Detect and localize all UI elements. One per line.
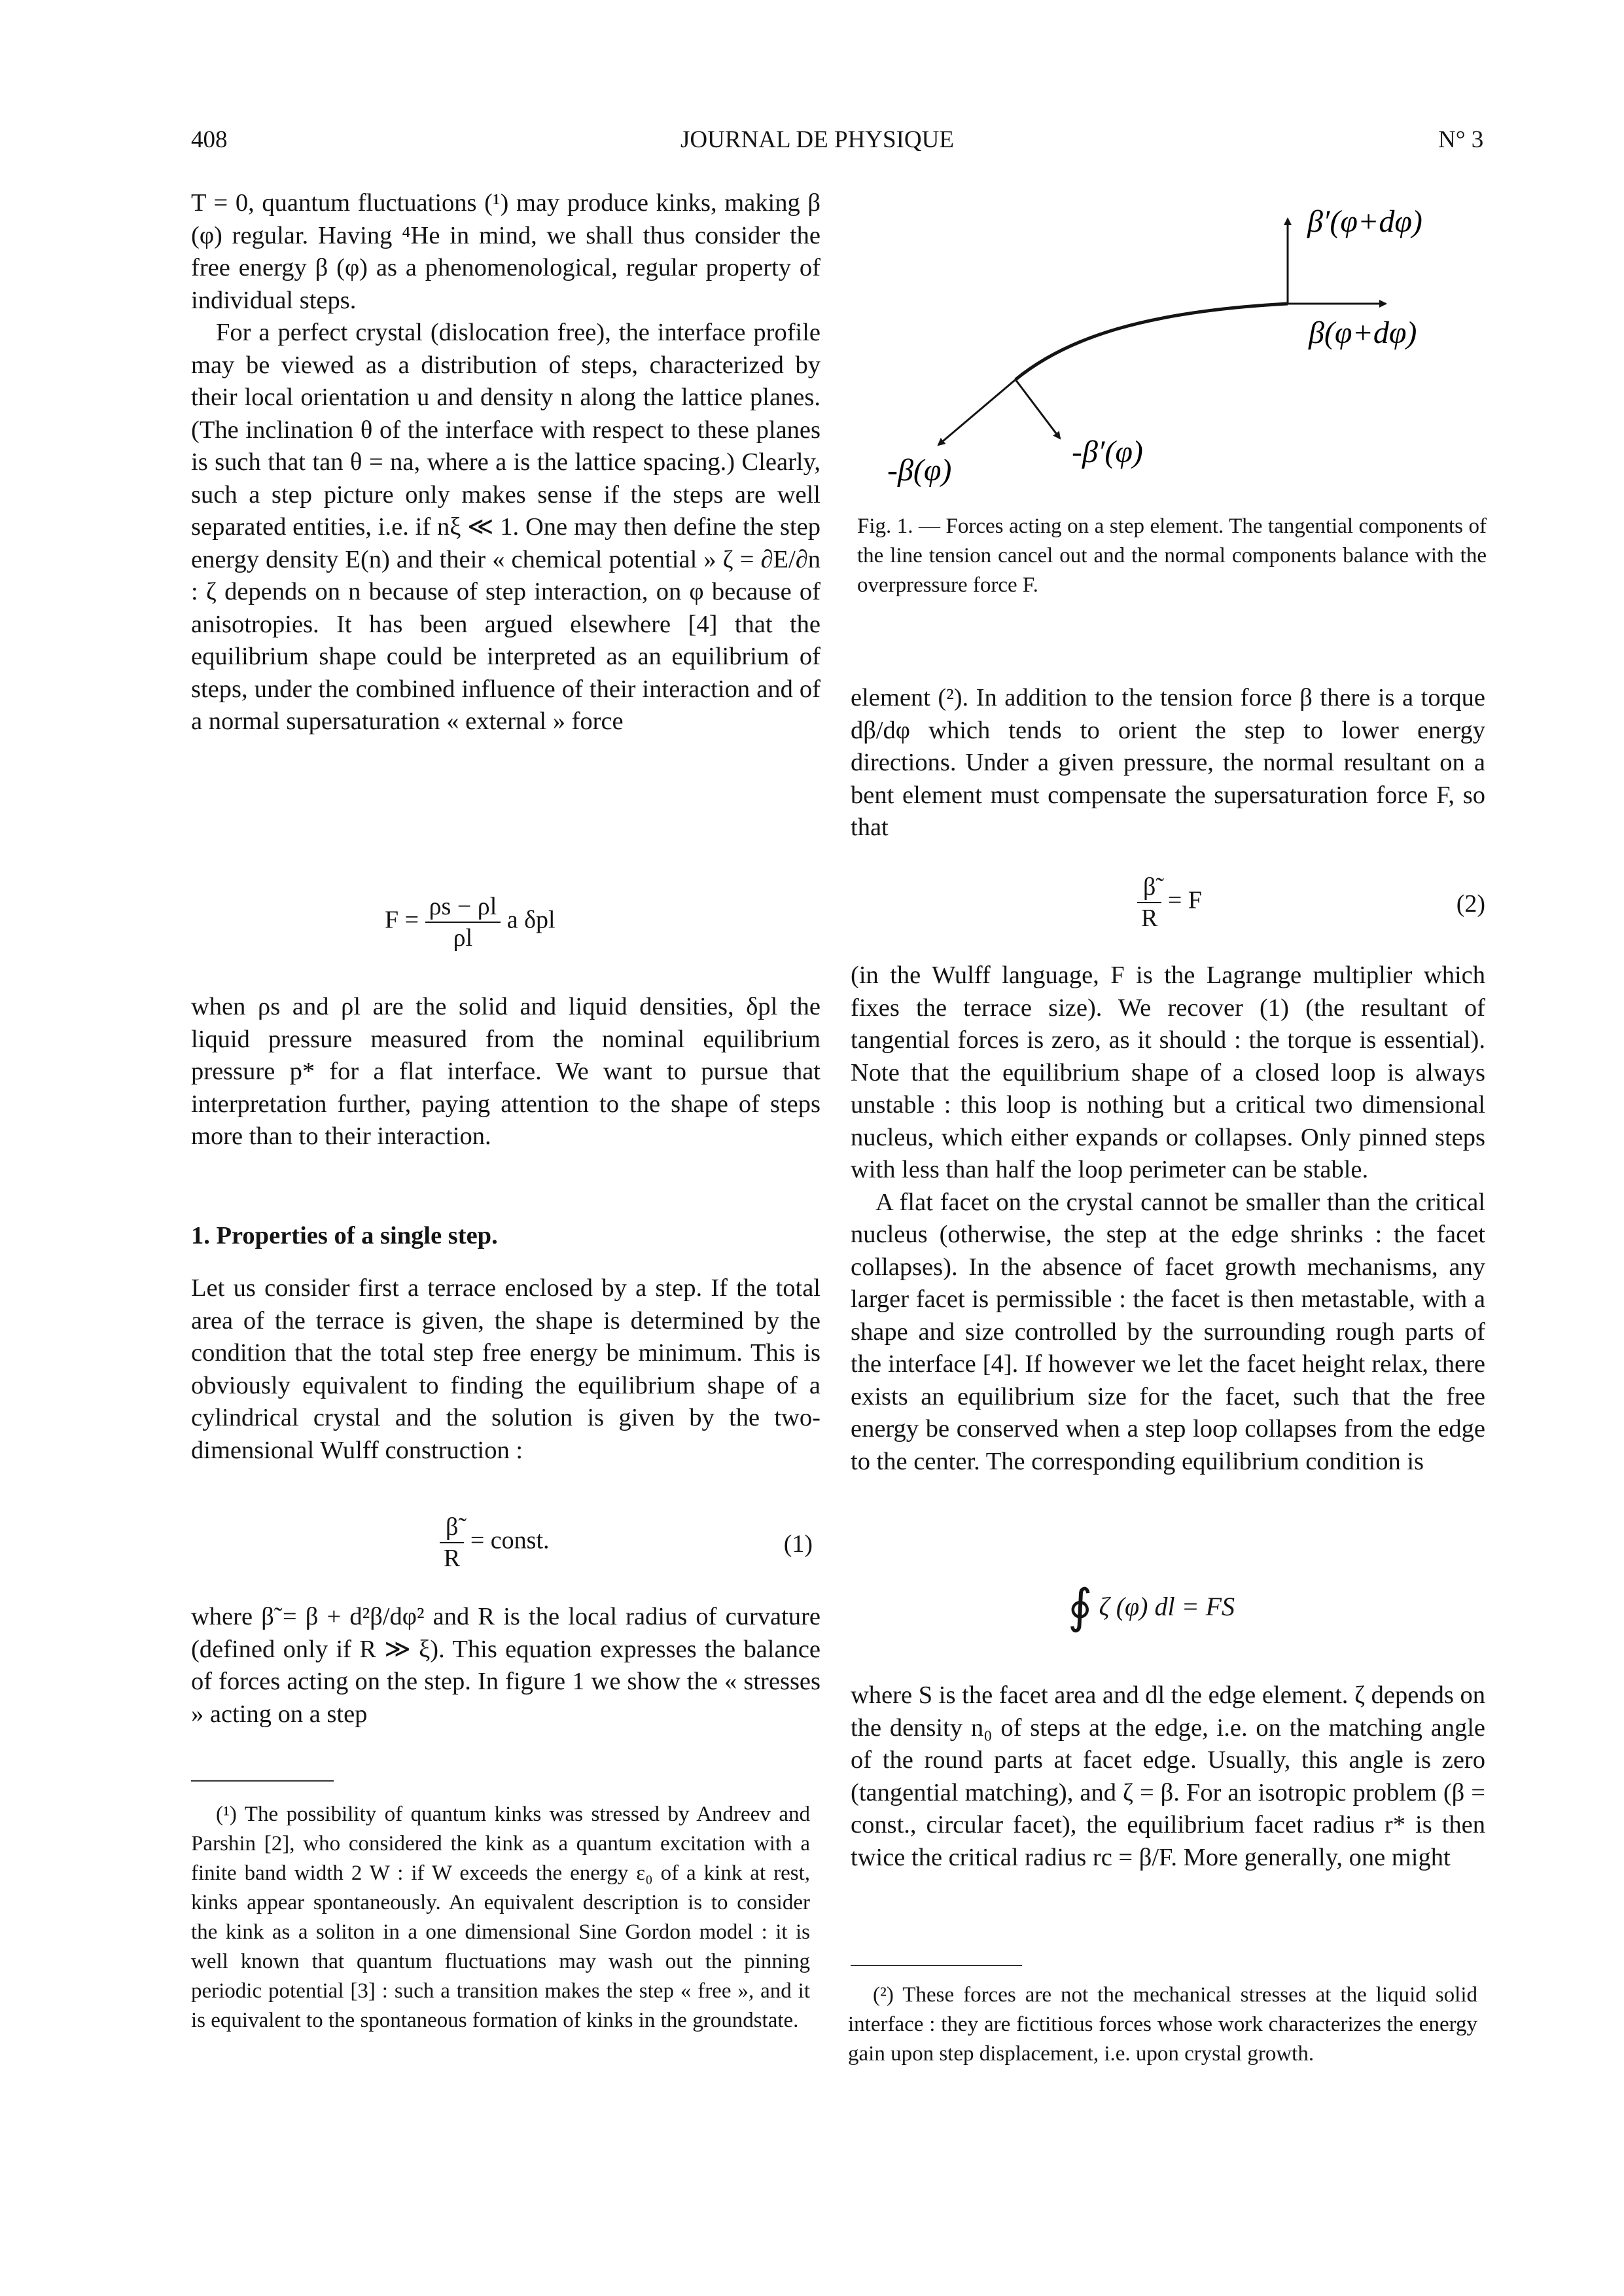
label-beta-plus: β(φ+dφ) <box>1309 315 1417 350</box>
footnote-2 <box>848 1981 1477 2069</box>
section-title: 1. Properties of a single step. <box>191 1222 498 1249</box>
left-paragraph-3: when ρs and ρl are the solid and liquid densities, δpl the liquid pressure measured from the nominal equilibrium pressure p* for a flat interface. We want to pursue that interpretation further, paying attention to the shape of steps more than to their interaction. <box>191 993 821 1150</box>
footnote-1-text: (¹) The possibility of quantum kinks was stressed by Andreev and Parshin [2], who considered the kink as a quantum excitation with a finite band width 2 W : if W exceeds the energy ε₀ of a kink at rest, kinks appear spontaneously. An equivalent description is to consider the kink as a soliton in a one dimensional Sine Gordon model : it is well known that quantum fluctuations may wash out the pinning periodic potential [3] : such a transition makes the step « free », and it is equivalent to the spontaneous formation of kinks in the groundstate. <box>191 1803 810 2032</box>
footnote-rule-right <box>851 1965 1022 1966</box>
eq2-denominator: R <box>1141 905 1158 932</box>
equation-2 <box>1137 872 1485 933</box>
right-paragraph-4: where S is the facet area and dl the edge element. ζ depends on the density n₀ of steps at the edge, i.e. on the matching angle of the round parts at facet edge. Usually, this angle is zero (tangential matching), and ζ = β. For an isotropic problem (β = const., circular facet), the equilibrium facet radius r* is then twice the critical radius rc = β/F. More generally, one might <box>851 1681 1485 1871</box>
label-minus-beta-prime: -β′(φ) <box>1072 435 1143 469</box>
eq1-fraction <box>440 1512 464 1573</box>
eq2-number: (2) <box>1456 890 1485 918</box>
eq-force-tail: a δpl <box>506 906 556 934</box>
eq-force-numerator: ρs − ρl <box>425 891 501 923</box>
left-paragraph-2: For a perfect crystal (dislocation free), the interface profile may be viewed as a distribution of steps, characterized by their local orientation u and density n along the lattice planes. (The inclination θ of the interface with respect to these planes is such that tan θ = na, where a is the lattice spacing.) Clearly, such a step picture only makes sense if the steps are well separated entities, i.e. if nξ ≪ 1. One may then define the step energy density E(n) and their « chemical potential » ζ = ∂E/∂n : ζ depends on n because of step interaction, on φ because of anisotropies. It has been argued elsewhere [4] that the equilibrium shape could be interpreted as an equilibrium of steps, under the combined influence of their interaction and of a normal supersaturation « external » force <box>191 319 821 735</box>
right-column-cont <box>851 960 1485 1478</box>
right-column <box>851 682 1485 844</box>
page-number: 408 <box>191 126 228 153</box>
left-column-section <box>191 1272 821 1467</box>
label-beta-prime-plus: β′(φ+dφ) <box>1307 204 1422 239</box>
figure-1 <box>864 187 1518 501</box>
figure-caption: Fig. 1. — Forces acting on a step element. The tangential components of the line tension cancel out and the normal components balance with the overpressure force F. <box>857 514 1487 597</box>
eq2-numerator: β̃ <box>1137 872 1161 903</box>
eq3-body: ζ (φ) dl = FS <box>1099 1592 1235 1621</box>
eq2-fraction <box>1137 872 1161 933</box>
left-paragraph-4: Let us consider first a terrace enclosed by a step. If the total area of the terrace is given, the shape is determined by the condition that the total step free energy be minimum. This is obviously equivalent to finding the equilibrium shape of a cylindrical crystal and the solution is given by the two-dimensional Wulff construction : <box>191 1274 821 1464</box>
equation-1 <box>440 1512 813 1573</box>
step-curve <box>1015 304 1288 380</box>
right-paragraph-3: A flat facet on the crystal cannot be smaller than the critical nucleus (otherwise, the step at the edge shrinks : the facet collapses). In the absence of facet growth mechanisms, any larger facet is permissible : the facet is then metastable, with a shape and size controlled by the surrounding rough parts of the interface [4]. If however we let the facet height relax, there exists an equilibrium size for the facet, such that the free energy be conserved when a step loop collapses from the edge to the center. The corresponding equilibrium condition is <box>851 1188 1485 1475</box>
equation-3 <box>1068 1579 1235 1634</box>
running-head: JOURNAL DE PHYSIQUE <box>680 126 954 153</box>
contour-integral-sign: ∮ <box>1068 1581 1093 1633</box>
eq1-rhs: = const. <box>470 1526 550 1554</box>
equation-force <box>385 891 556 953</box>
eq1-number: (1) <box>783 1530 813 1558</box>
eq-force-fraction <box>425 891 501 953</box>
right-paragraph-1: element (²). In addition to the tension force β there is a torque dβ/dφ which tends to orient the step to lower energy directions. Under a given pressure, the normal resultant on a bent element must compensate the supersaturation force F, so that <box>851 684 1485 841</box>
left-column-end <box>191 1601 821 1731</box>
force-arrow-down <box>1015 380 1060 439</box>
force-arrow-left <box>938 380 1015 445</box>
issue-number: N° 3 <box>1438 126 1484 153</box>
eq-force-denominator: ρl <box>453 924 473 952</box>
eq-force-lhs: F = <box>385 906 419 934</box>
right-column-end <box>851 1679 1485 1874</box>
label-minus-beta: -β(φ) <box>887 453 952 488</box>
left-column-cont <box>191 991 821 1153</box>
footnote-1 <box>191 1800 810 2036</box>
eq1-numerator: β̃ <box>440 1512 464 1543</box>
left-paragraph-1: T = 0, quantum fluctuations (¹) may produce kinks, making β (φ) regular. Having ⁴He in mind, we shall thus consider the free energy β (φ) as a phenomenological, regular property of individual steps. <box>191 189 821 314</box>
left-column <box>191 187 821 738</box>
eq1-denominator: R <box>444 1545 461 1572</box>
footnote-rule-left <box>191 1780 334 1782</box>
left-paragraph-5: where β̃ = β + d²β/dφ² and R is the local radius of curvature (defined only if R ≫ ξ). This equation expresses the balance of forces acting on the step. In figure 1 we show the « stresses » acting on a step <box>191 1603 821 1728</box>
right-paragraph-2: (in the Wulff language, F is the Lagrange multiplier which fixes the terrace size). We recover (1) (the resultant of tangential forces is zero, as it should : the torque is essential). Note that the equilibrium shape of a closed loop is always unstable : this loop is nothing but a critical two dimensional nucleus, which either expands or collapses. Only pinned steps with less than half the loop perimeter can be stable. <box>851 961 1485 1183</box>
footnote-2-text: (²) These forces are not the mechanical stresses at the liquid solid interface : they are fictitious forces whose work characterizes the energy gain upon step displacement, i.e. upon crystal growth. <box>848 1983 1477 2066</box>
eq2-rhs: = F <box>1167 886 1202 914</box>
